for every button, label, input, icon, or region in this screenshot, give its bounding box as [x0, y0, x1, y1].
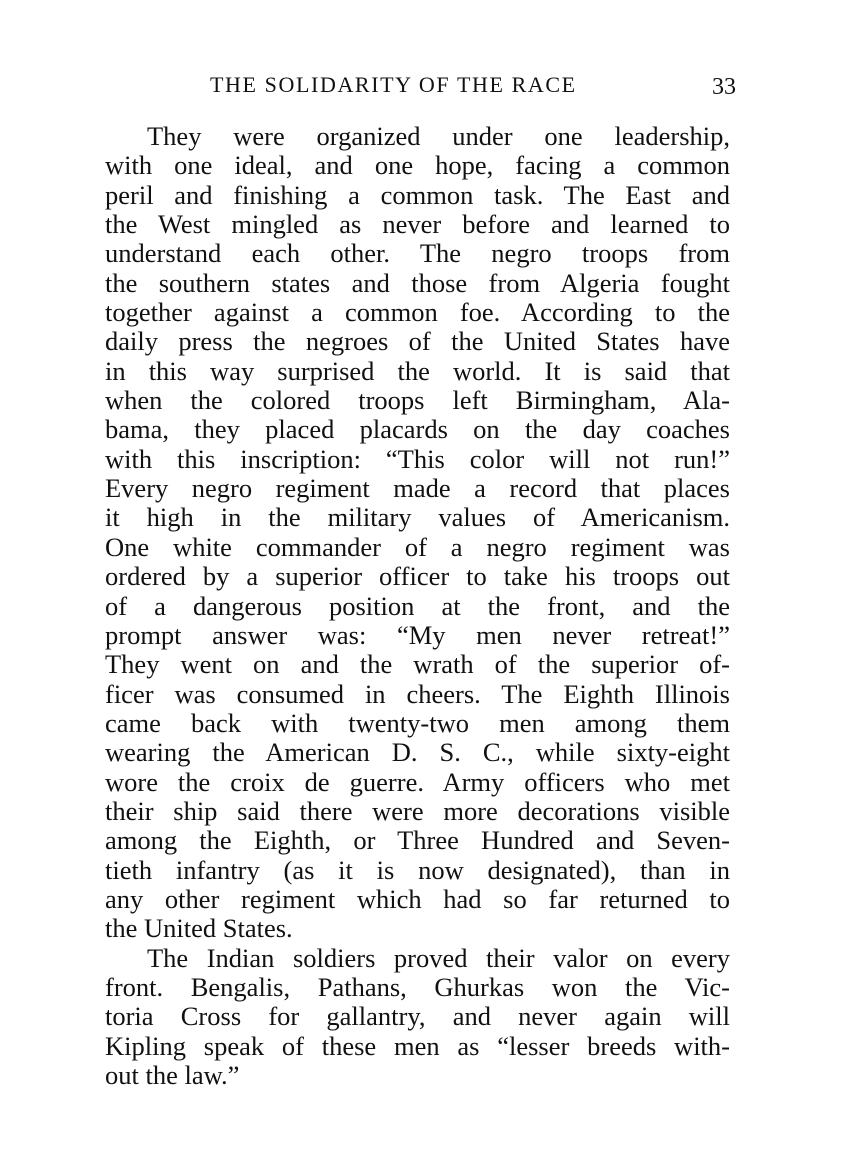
text-line: out the law.”	[105, 1060, 240, 1090]
text-line: it high in the military values of Americanism.	[105, 502, 730, 533]
text-line: understand each other. The negro troops from	[105, 238, 730, 269]
paragraph-2	[105, 944, 730, 1091]
page-number: 33	[712, 74, 736, 100]
text-line: ordered by a superior officer to take his troops out	[105, 561, 730, 592]
body-text	[105, 122, 730, 1090]
text-line: Kipling speak of these men as “lesser breeds with-	[105, 1030, 730, 1061]
text-line: with this inscription: “This color will not run!”	[105, 443, 730, 474]
text-line: the United States.	[105, 913, 293, 944]
text-line: wearing the American D. S. C., while sixty-eight	[105, 737, 730, 768]
text-line: toria Cross for gallantry, and never again will	[105, 1001, 730, 1032]
text-line: together against a common foe. According to the	[105, 297, 730, 328]
text-line: the West mingled as never before and learned to	[105, 209, 730, 240]
text-line: their ship said there were more decorations visible	[105, 795, 730, 826]
text-line: daily press the negroes of the United States have	[105, 326, 730, 357]
text-line: They went on and the wrath of the superior of-	[105, 649, 730, 680]
text-line: prompt answer was: “My men never retreat!”	[105, 619, 730, 650]
text-line: The Indian soldiers proved their valor on every	[147, 942, 730, 973]
text-line: of a dangerous position at the front, and the	[105, 590, 730, 621]
text-line: came back with twenty-two men among them	[105, 707, 730, 738]
text-line: the southern states and those from Algeria fought	[105, 267, 730, 298]
running-head	[100, 68, 740, 104]
text-line: They were organized under one leadership,	[147, 121, 730, 151]
text-line: wore the croix de guerre. Army officers who met	[105, 766, 730, 797]
text-line: with one ideal, and one hope, facing a common	[105, 150, 730, 181]
text-line: tieth infantry (as it is now designated), than in	[105, 854, 730, 885]
text-line: among the Eighth, or Three Hundred and Seven-	[105, 825, 730, 856]
text-line: when the colored troops left Birmingham, Ala-	[105, 385, 730, 416]
text-line: Every negro regiment made a record that places	[105, 473, 730, 504]
text-line: in this way surprised the world. It is said that	[105, 355, 730, 386]
text-line: bama, they placed placards on the day coaches	[105, 414, 730, 445]
paragraph-1	[105, 122, 730, 944]
text-line: any other regiment which had so far returned to	[105, 883, 730, 914]
running-title: THE SOLIDARITY OF THE RACE	[210, 72, 577, 97]
text-line: One white commander of a negro regiment was	[105, 531, 730, 562]
text-line: front. Bengalis, Pathans, Ghurkas won the Vic-	[105, 971, 730, 1002]
text-line: ficer was consumed in cheers. The Eighth Illinois	[105, 678, 730, 709]
text-line: peril and finishing a common task. The East and	[105, 179, 730, 210]
